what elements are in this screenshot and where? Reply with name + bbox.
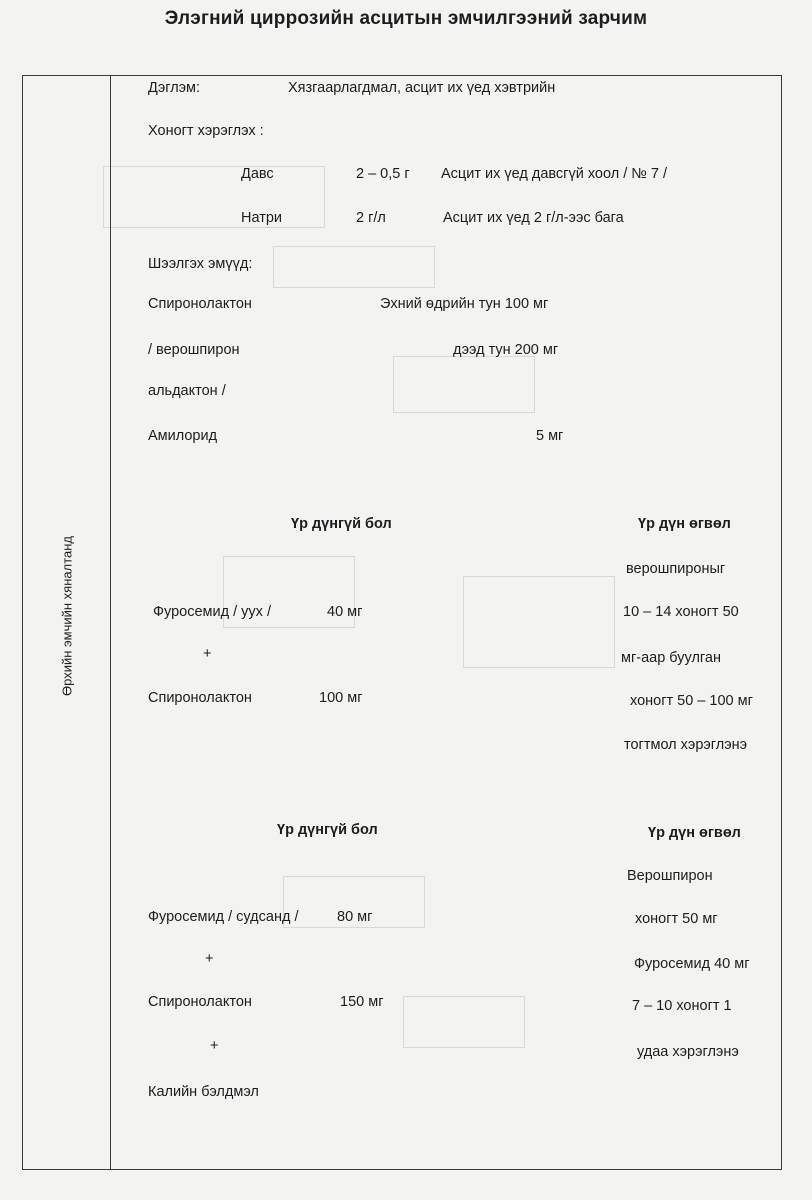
step2-drug2-dose: 150 мг [340,994,384,1010]
step1-drug2-dose: 100 мг [319,690,363,706]
step1-drug1: Фуросемид / уух / [153,604,271,620]
step2-drug1-dose: 80 мг [337,909,373,925]
spironolactone-initial-dose: Эхний өдрийн тун 100 мг [380,296,549,312]
bleed-through-box [393,356,535,413]
diet-item-note: Асцит их үед 2 г/л-ээс бага [443,210,624,226]
step1-drug1-dose: 40 мг [327,604,363,620]
spironolactone-alias: альдактон / [148,383,226,399]
amiloride-dose: 5 мг [536,428,564,444]
side-label: Өрхийн эмчийн хяналтанд [59,535,75,697]
step1-success-line: 10 – 14 хоногт 50 [623,604,739,620]
step1-success-line: верошпироныг [626,561,726,577]
step1-fail-heading: Үр дүнгүй бол [291,516,392,532]
step2-success-line: Фуросемид 40 мг [634,956,750,972]
step1-success-line: хоногт 50 – 100 мг [630,693,753,709]
step2-success-heading: Үр дүн өгвөл [648,825,741,841]
step1-success-line: тогтмол хэрэглэнэ [624,737,748,753]
step2-drug2: Спиронолактон [148,994,252,1010]
treatment-table [22,75,782,1170]
step1-plus: + [203,646,212,662]
regimen-value: Хязгаарлагдмал, асцит их үед хэвтрийн [288,80,556,96]
step1-success-line: мг-аар буулган [621,650,721,666]
step2-success-line: хоногт 50 мг [635,911,718,927]
step2-success-line: удаа хэрэглэнэ [637,1044,739,1060]
diet-item-note: Асцит их үед давсгүй хоол / № 7 / [441,166,667,182]
bleed-through-box [103,166,325,228]
diet-label: Хоногт хэрэглэх : [148,123,264,139]
diet-item-name: Натри [241,210,283,226]
step2-drug1: Фуросемид / судсанд / [148,909,299,925]
diet-item-amount: 2 г/л [356,210,386,226]
step1-drug2: Спиронолактон [148,690,252,706]
step2-plus: + [210,1038,219,1054]
spironolactone-max-dose: дээд тун 200 мг [453,342,559,358]
step2-fail-heading: Үр дүнгүй бол [277,822,378,838]
bleed-through-box [463,576,615,668]
step2-drug3: Калийн бэлдмэл [148,1084,259,1100]
step2-success-line: 7 – 10 хоногт 1 [632,998,732,1014]
spironolactone-name: Спиронолактон [148,296,252,312]
regimen-label: Дэглэм: [148,80,201,96]
step2-plus: + [205,951,214,967]
diet-item-amount: 2 – 0,5 г [356,166,410,182]
bleed-through-box [273,246,435,288]
step2-success-line: Верошпирон [627,868,713,884]
page-title: Элэгний циррозийн асцитын эмчилгээний зарчим [164,8,648,29]
spironolactone-alias: / верошпирон [148,342,240,358]
step1-success-heading: Үр дүн өгвөл [638,516,731,532]
diet-item-name: Давс [241,166,274,182]
side-column [23,76,111,1169]
bleed-through-box [403,996,525,1048]
amiloride-name: Амилорид [148,428,218,444]
diuretics-label: Шээлгэх эмүүд: [148,256,253,272]
